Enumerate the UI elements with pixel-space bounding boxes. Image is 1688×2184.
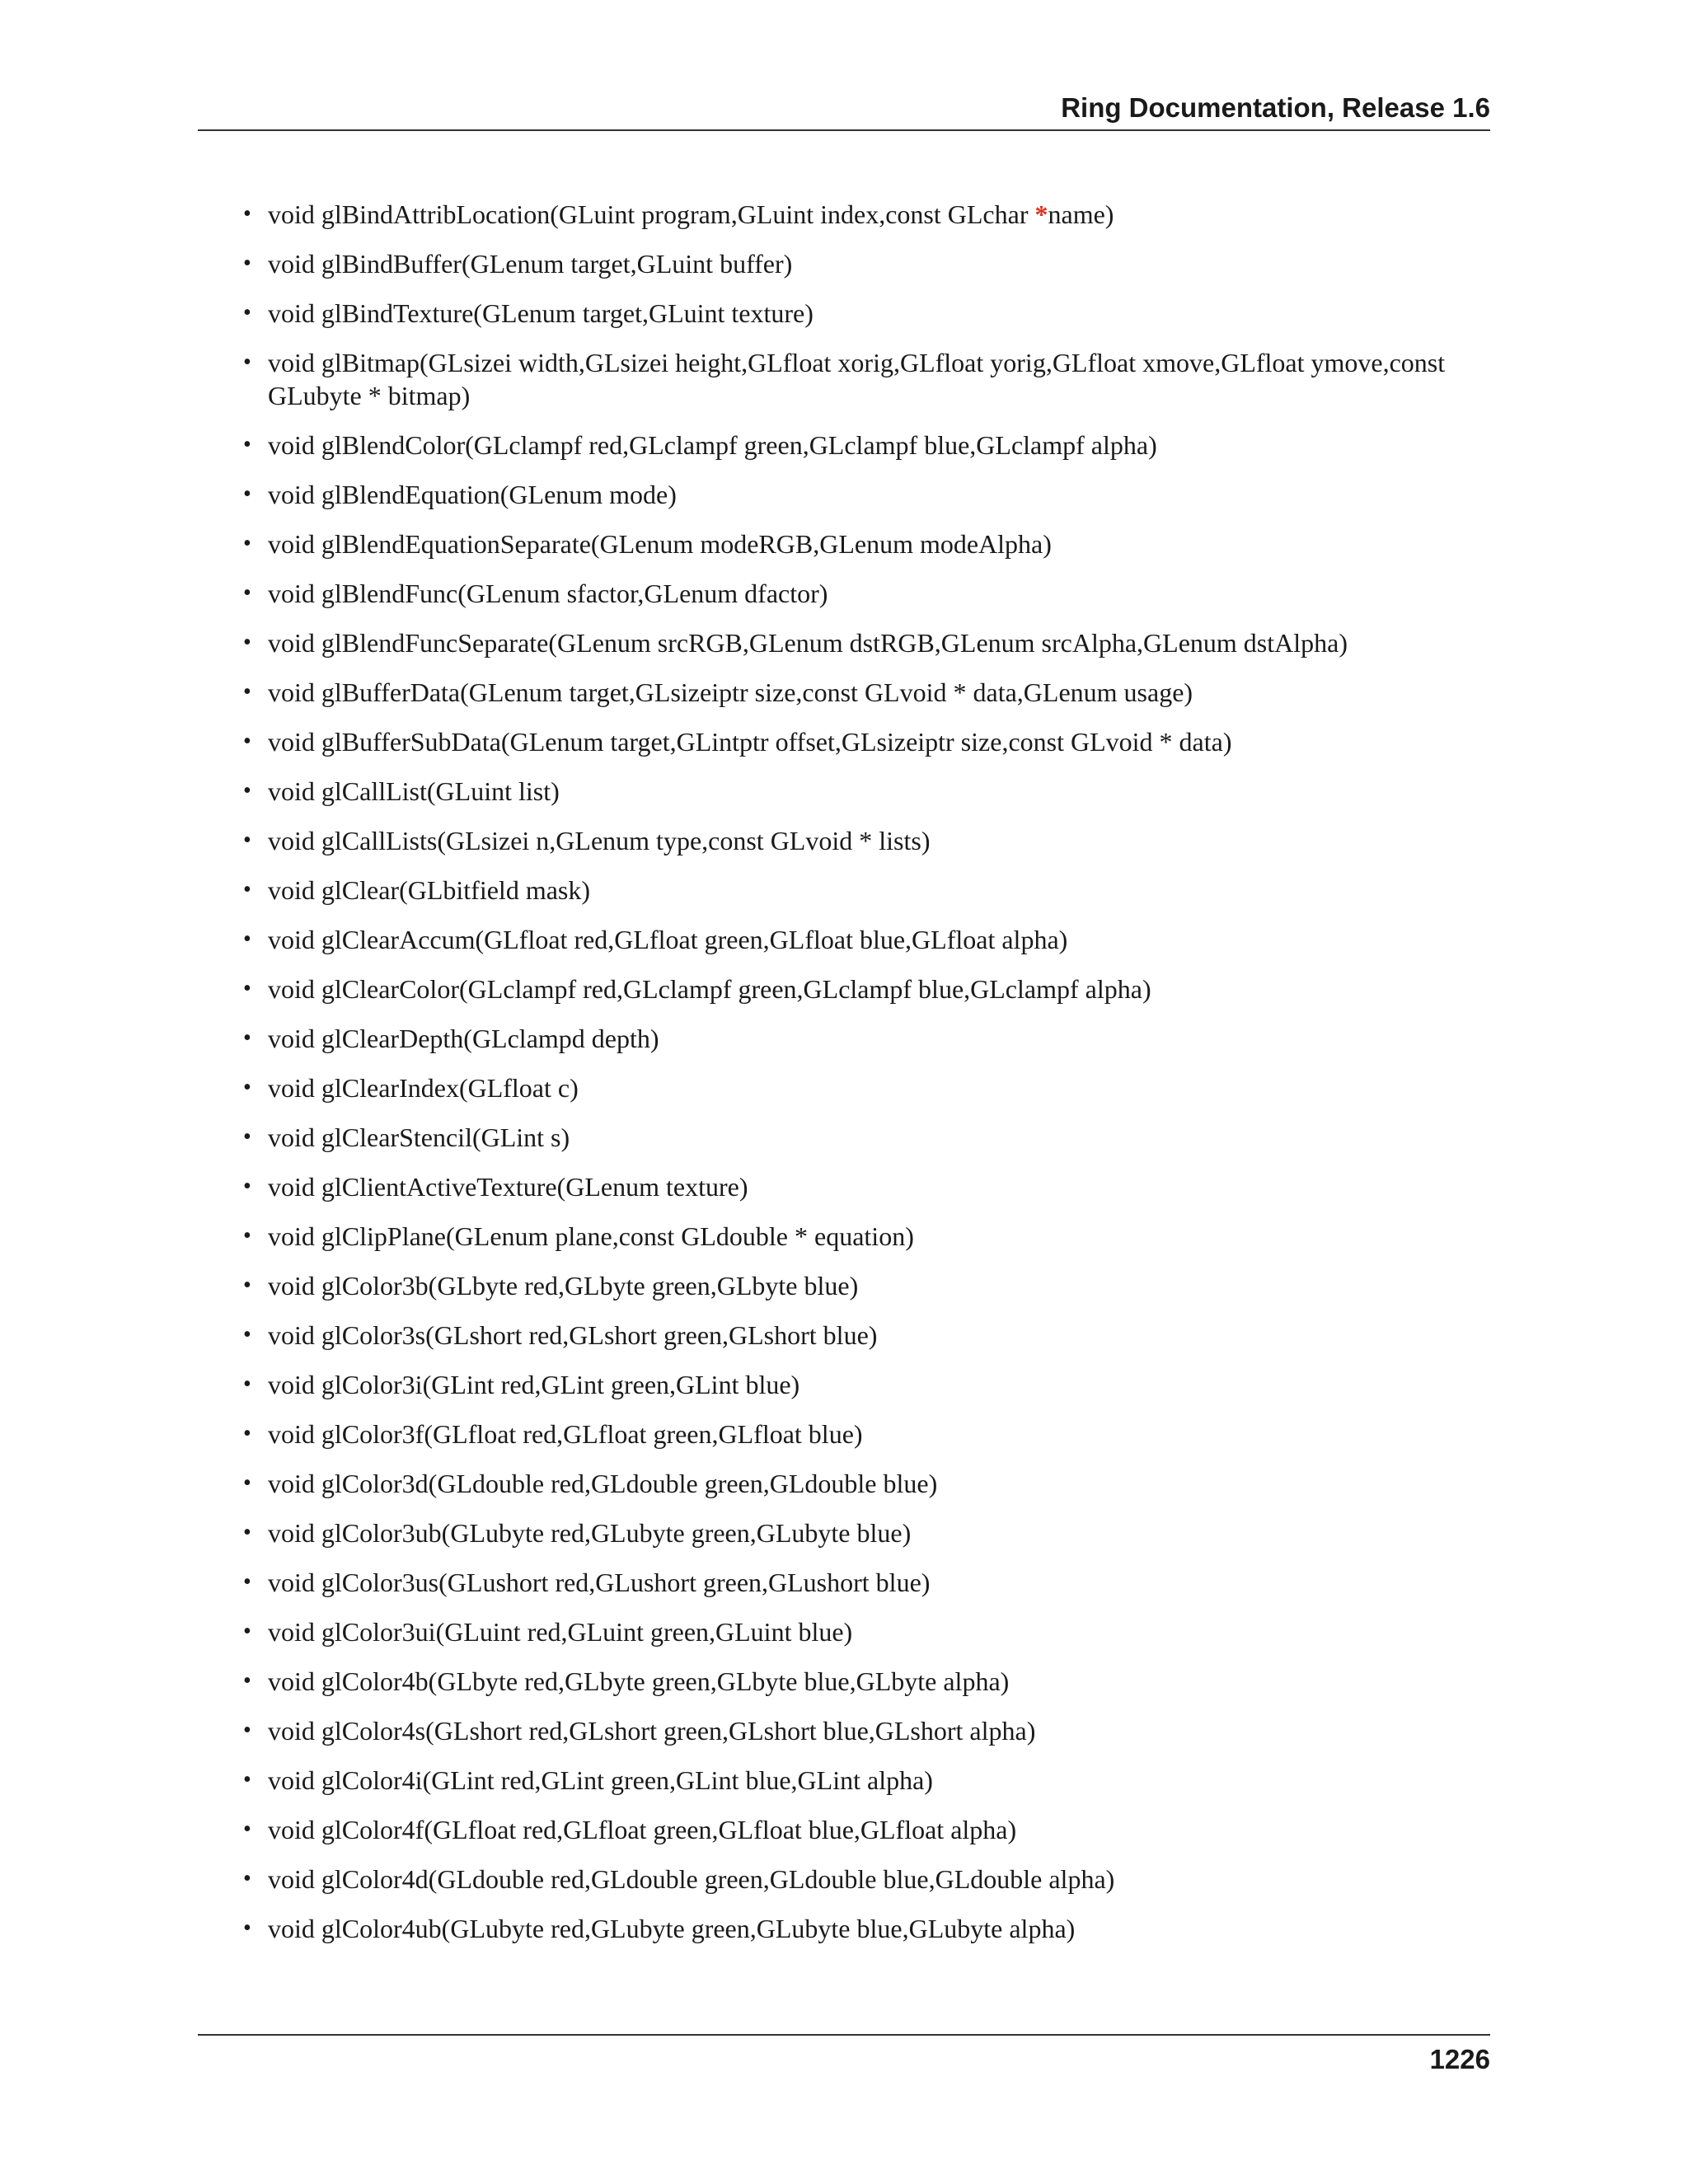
function-signature: void glColor4ub(GLubyte red,GLubyte green,GLubyte blue,GLubyte alpha): [268, 1914, 1076, 1943]
bullet-icon: •: [243, 432, 251, 457]
bullet-icon: •: [243, 1322, 251, 1347]
function-list: [243, 198, 1492, 1961]
list-item: [243, 1121, 1492, 1154]
bullet-icon: •: [243, 1124, 251, 1150]
function-signature-prefix: void glBindAttribLocation(GLuint program,GLuint index,const GLchar: [268, 199, 1035, 229]
list-item: [243, 1912, 1492, 1945]
function-signature: void glColor4i(GLint red,GLint green,GLint blue,GLint alpha): [268, 1765, 933, 1795]
function-signature: void glClearStencil(GLint s): [268, 1122, 570, 1152]
list-item: [243, 972, 1492, 1005]
bullet-icon: •: [243, 1025, 251, 1051]
bullet-icon: •: [243, 580, 251, 606]
function-signature: void glBindTexture(GLenum target,GLuint texture): [268, 298, 814, 328]
footer-divider: [198, 2034, 1490, 2036]
list-item: [243, 1665, 1492, 1698]
bullet-icon: •: [243, 1174, 251, 1199]
list-item: [243, 874, 1492, 907]
list-item: [243, 1319, 1492, 1352]
list-item: [243, 626, 1492, 659]
function-signature: void glClearDepth(GLclampd depth): [268, 1024, 659, 1053]
function-signature: void glClearColor(GLclampf red,GLclampf green,GLclampf blue,GLclampf alpha): [268, 974, 1151, 1004]
function-signature: void glColor3s(GLshort red,GLshort green,GLshort blue): [268, 1320, 878, 1350]
function-signature: void glBitmap(GLsizei width,GLsizei height,GLfloat xorig,GLfloat yorig,GLfloat xmove,GLfloat ymove,const GLubyte * bitmap): [268, 348, 1446, 410]
bullet-icon: •: [243, 1075, 251, 1100]
function-signature: void glColor4d(GLdouble red,GLdouble green,GLdouble blue,GLdouble alpha): [268, 1864, 1115, 1894]
list-item: [243, 247, 1492, 280]
list-item: [243, 1813, 1492, 1846]
bullet-icon: •: [243, 300, 251, 326]
function-signature: void glBlendColor(GLclampf red,GLclampf green,GLclampf blue,GLclampf alpha): [268, 430, 1157, 460]
header-divider: [198, 129, 1490, 131]
list-item: [243, 725, 1492, 758]
function-signature: void glColor3us(GLushort red,GLushort green,GLushort blue): [268, 1568, 931, 1597]
function-signature: void glClearIndex(GLfloat c): [268, 1073, 579, 1103]
list-item: [243, 429, 1492, 462]
function-signature: void glBlendFuncSeparate(GLenum srcRGB,GLenum dstRGB,GLenum srcAlpha,GLenum dstAlpha): [268, 628, 1348, 658]
bullet-icon: •: [243, 976, 251, 1001]
bullet-icon: •: [243, 349, 251, 375]
function-signature: void glColor4b(GLbyte red,GLbyte green,GLbyte blue,GLbyte alpha): [268, 1666, 1010, 1696]
bullet-icon: •: [243, 827, 251, 853]
list-item: [243, 1022, 1492, 1055]
function-signature: void glColor3d(GLdouble red,GLdouble green,GLdouble blue): [268, 1469, 938, 1498]
pointer-asterisk: *: [1034, 199, 1048, 229]
bullet-icon: •: [243, 1520, 251, 1545]
bullet-icon: •: [243, 1371, 251, 1397]
list-item: [243, 346, 1492, 412]
list-item: [243, 1467, 1492, 1500]
bullet-icon: •: [243, 251, 251, 276]
bullet-icon: •: [243, 531, 251, 556]
running-header: Ring Documentation, Release 1.6: [1061, 92, 1490, 123]
function-signature: void glBufferData(GLenum target,GLsizeiptr size,const GLvoid * data,GLenum usage): [268, 677, 1193, 707]
function-signature: void glColor3b(GLbyte red,GLbyte green,GLbyte blue): [268, 1271, 859, 1301]
page-number: 1226: [1429, 2044, 1490, 2074]
function-signature: void glBufferSubData(GLenum target,GLintptr offset,GLsizeiptr size,const GLvoid * data): [268, 727, 1232, 757]
bullet-icon: •: [243, 679, 251, 705]
list-item: [243, 1566, 1492, 1599]
list-item: [243, 1170, 1492, 1203]
bullet-icon: •: [243, 1915, 251, 1941]
list-item: [243, 676, 1492, 709]
function-signature: void glClientActiveTexture(GLenum texture): [268, 1172, 748, 1202]
bullet-icon: •: [243, 630, 251, 655]
function-signature: void glClearAccum(GLfloat red,GLfloat green,GLfloat blue,GLfloat alpha): [268, 925, 1068, 954]
function-signature-suffix: name): [1048, 199, 1114, 229]
list-item: [243, 1368, 1492, 1401]
list-item: [243, 824, 1492, 857]
function-signature: void glCallLists(GLsizei n,GLenum type,const GLvoid * lists): [268, 826, 931, 855]
bullet-icon: •: [243, 1619, 251, 1644]
list-item: [243, 1863, 1492, 1896]
list-item: [243, 1269, 1492, 1302]
bullet-icon: •: [243, 481, 251, 507]
function-signature: void glBlendEquationSeparate(GLenum modeRGB,GLenum modeAlpha): [268, 529, 1052, 559]
bullet-icon: •: [243, 1470, 251, 1496]
bullet-icon: •: [243, 1718, 251, 1743]
bullet-icon: •: [243, 877, 251, 902]
function-signature: void glCallList(GLuint list): [268, 776, 560, 806]
function-signature: void glColor3i(GLint red,GLint green,GLint blue): [268, 1370, 800, 1399]
bullet-icon: •: [243, 1816, 251, 1842]
function-signature: void glBlendEquation(GLenum mode): [268, 480, 677, 509]
list-item: [243, 1516, 1492, 1549]
list-item: [243, 1714, 1492, 1747]
function-signature: void glColor4s(GLshort red,GLshort green,GLshort blue,GLshort alpha): [268, 1716, 1036, 1746]
function-signature: void glColor4f(GLfloat red,GLfloat green,GLfloat blue,GLfloat alpha): [268, 1815, 1017, 1844]
list-item: [243, 1220, 1492, 1253]
function-signature: void glColor3ub(GLubyte red,GLubyte green,GLubyte blue): [268, 1518, 912, 1548]
function-signature: void glBlendFunc(GLenum sfactor,GLenum dfactor): [268, 579, 828, 608]
bullet-icon: •: [243, 1767, 251, 1793]
function-signature: void glColor3ui(GLuint red,GLuint green,GLuint blue): [268, 1617, 853, 1647]
bullet-icon: •: [243, 778, 251, 804]
list-item: [243, 1764, 1492, 1797]
list-item: [243, 775, 1492, 808]
list-item: [243, 577, 1492, 610]
list-item: [243, 478, 1492, 511]
function-signature: void glClipPlane(GLenum plane,const GLdouble * equation): [268, 1221, 914, 1251]
bullet-icon: •: [243, 729, 251, 754]
bullet-icon: •: [243, 1866, 251, 1891]
function-signature: void glColor3f(GLfloat red,GLfloat green,GLfloat blue): [268, 1419, 863, 1449]
bullet-icon: •: [243, 1421, 251, 1446]
list-item: [243, 297, 1492, 330]
list-item: [243, 1418, 1492, 1451]
list-item: [243, 527, 1492, 560]
bullet-icon: •: [243, 1223, 251, 1249]
list-item: [243, 1615, 1492, 1648]
bullet-icon: •: [243, 926, 251, 952]
function-signature: void glClear(GLbitfield mask): [268, 875, 591, 905]
list-item: [243, 198, 1492, 231]
list-item: [243, 923, 1492, 956]
bullet-icon: •: [243, 1668, 251, 1694]
list-item: [243, 1071, 1492, 1104]
bullet-icon: •: [243, 201, 251, 227]
bullet-icon: •: [243, 1272, 251, 1298]
bullet-icon: •: [243, 1569, 251, 1595]
function-signature: void glBindBuffer(GLenum target,GLuint buffer): [268, 249, 793, 279]
